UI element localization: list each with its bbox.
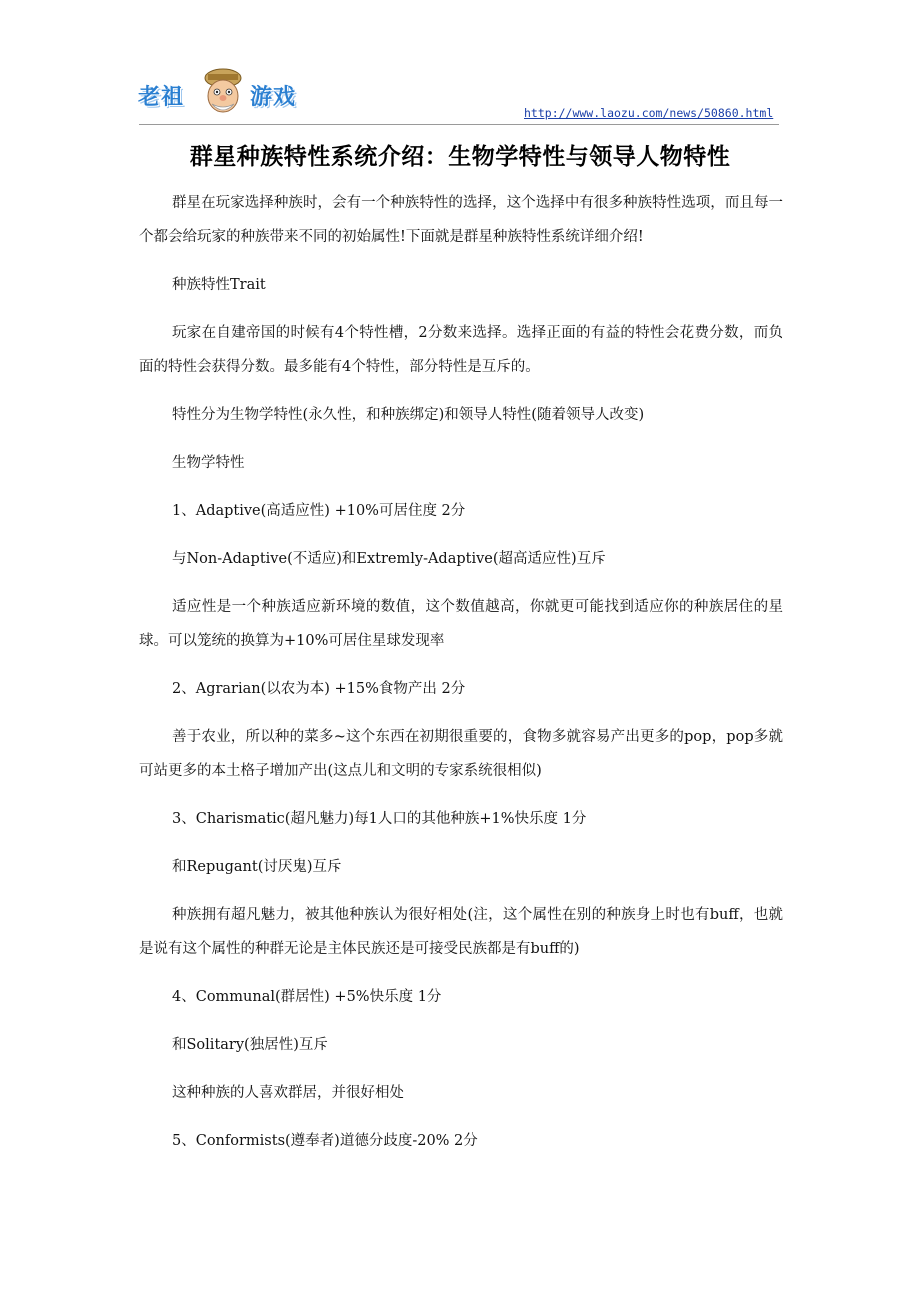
- article-body: [139, 186, 783, 1172]
- site-logo[interactable]: [138, 62, 308, 122]
- header-divider: [139, 124, 779, 125]
- paragraph: 4、Communal(群居性) +5%快乐度 1分: [172, 989, 442, 1005]
- paragraph: 特性分为生物学特性(永久性，和种族绑定)和领导人特性(随着领导人改变): [172, 407, 645, 423]
- paragraph: 和Repugant(讨厌鬼)互斥: [172, 859, 342, 875]
- paragraph: 与Non-Adaptive(不适应)和Extremly-Adaptive(超高适应性)互斥: [172, 551, 606, 567]
- paragraph: 1、Adaptive(高适应性) +10%可居住度 2分: [172, 503, 466, 519]
- article-title: 群星种族特性系统介绍：生物学特性与领导人物特性: [189, 144, 731, 170]
- paragraph: 生物学特性: [172, 455, 245, 471]
- old-man-face-icon: [198, 64, 248, 118]
- paragraph: 3、Charismatic(超凡魅力)每1人口的其他种族+1%快乐度 1分: [172, 811, 587, 827]
- paragraph: 适应性是一个种族适应新环境的数值，这个数值越高，你就更可能找到适应你的种族居住的星球。可以笼统的换算为+10%可居住星球发现率: [139, 599, 783, 649]
- paragraph: 种族拥有超凡魅力，被其他种族认为很好相处(注，这个属性在别的种族身上时也有buff，也就是说有这个属性的种群无论是主体民族还是可接受民族都是有buff的): [139, 907, 783, 957]
- paragraph: 种族特性Trait: [172, 277, 266, 293]
- logo-right-text: 游戏: [250, 85, 297, 110]
- paragraph: 群星在玩家选择种族时，会有一个种族特性的选择，这个选择中有很多种族特性选项，而且每一个都会给玩家的种族带来不同的初始属性!下面就是群星种族特性系统详细介绍!: [139, 195, 783, 245]
- paragraph: 和Solitary(独居性)互斥: [172, 1037, 328, 1053]
- logo-left-text: 老祖: [138, 85, 185, 110]
- paragraph: 这种种族的人喜欢群居，并很好相处: [172, 1085, 404, 1101]
- paragraph: 善于农业，所以种的菜多~这个东西在初期很重要的，食物多就容易产出更多的pop，pop多就可站更多的本土格子增加产出(这点儿和文明的专家系统很相似): [139, 729, 783, 779]
- paragraph: 玩家在自建帝国的时候有4个特性槽，2分数来选择。选择正面的有益的特性会花费分数，而负面的特性会获得分数。最多能有4个特性，部分特性是互斥的。: [139, 325, 783, 375]
- paragraph: 2、Agrarian(以农为本) +15%食物产出 2分: [172, 681, 466, 697]
- article-url-link[interactable]: http://www.laozu.com/news/50860.html: [524, 106, 774, 120]
- paragraph: 5、Conformists(遵奉者)道德分歧度-20% 2分: [172, 1133, 478, 1149]
- page-header: [0, 0, 920, 130]
